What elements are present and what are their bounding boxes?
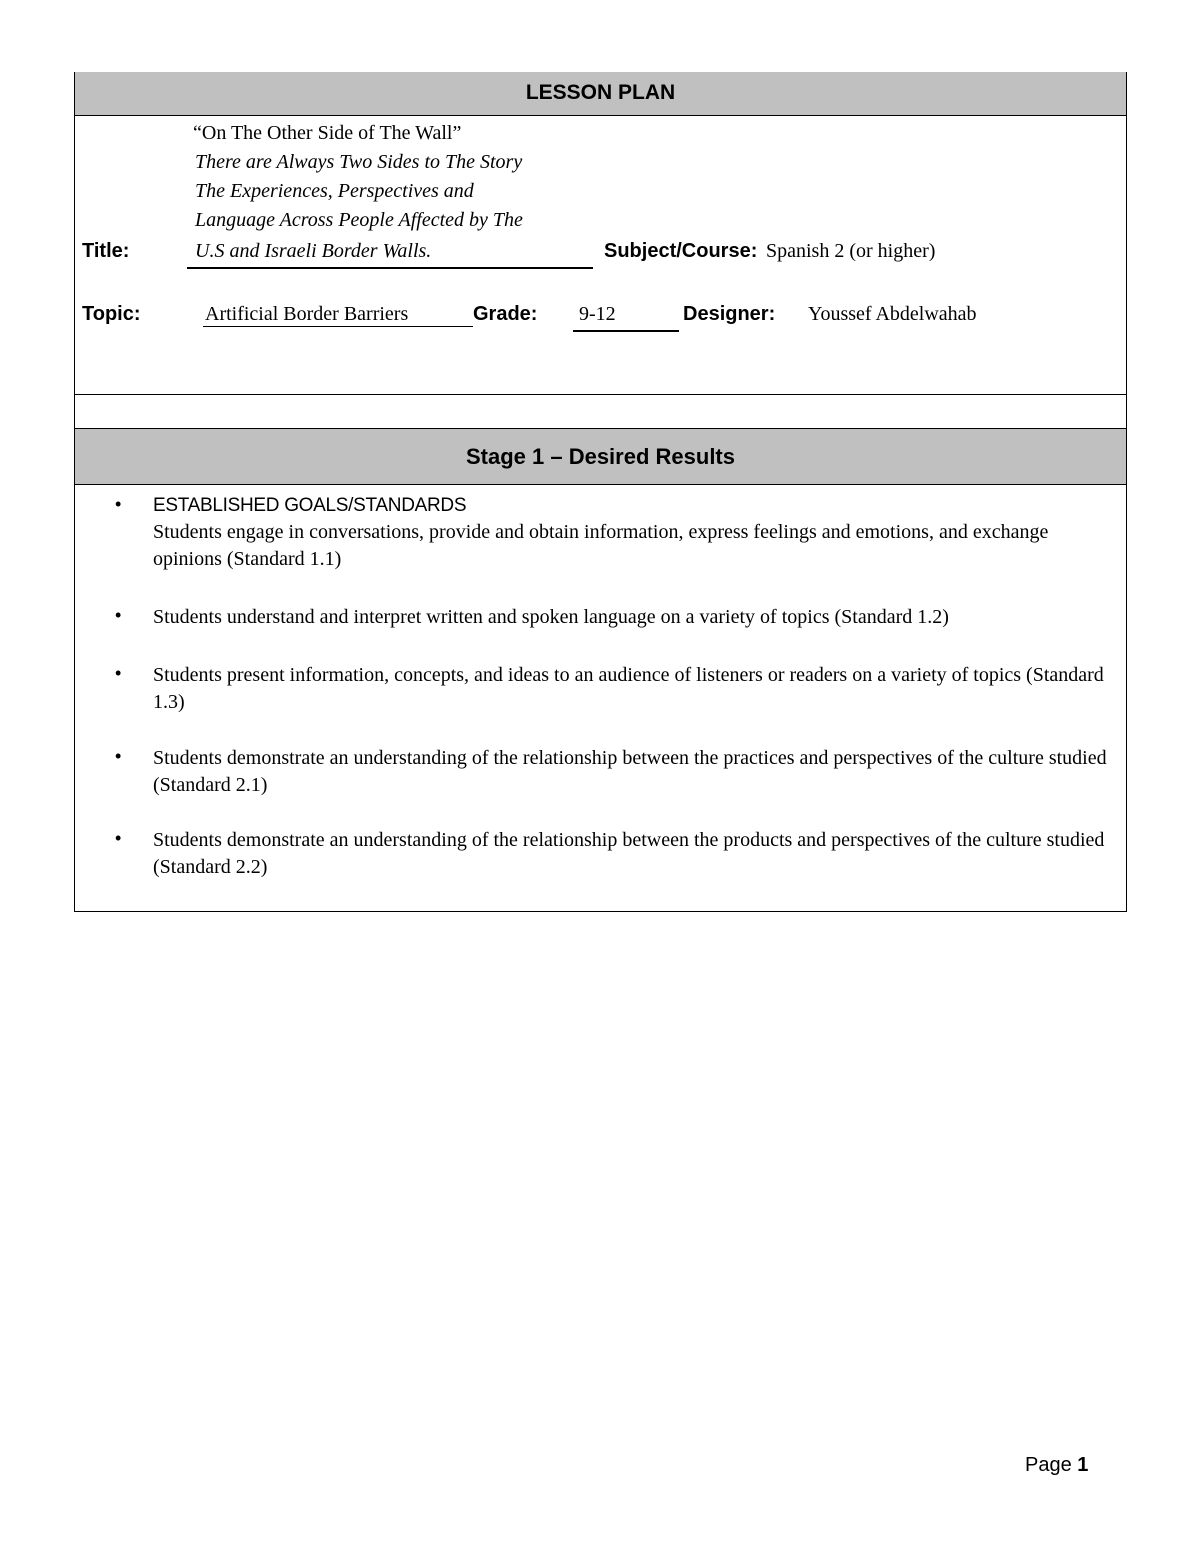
subject-label: Subject/Course: bbox=[604, 240, 758, 262]
grade-label: Grade: bbox=[473, 303, 538, 325]
goal-item-4: Students demonstrate an understanding of the relationship between the practices and perspectives of the culture studied (Standard 2.1) bbox=[153, 747, 1107, 796]
title-line-4: Language Across People Affected by The bbox=[195, 209, 523, 231]
topic-label: Topic: bbox=[82, 303, 141, 325]
bullet-4: • bbox=[115, 746, 122, 766]
goal-item-5: Students demonstrate an understanding of the relationship between the products and perspectives of the culture studied (Standard 2.2) bbox=[153, 829, 1105, 878]
goal-item-3: Students present information, concepts, and ideas to an audience of listeners or readers on a variety of topics (Standard 1.3) bbox=[153, 664, 1104, 713]
goal-item-1 bbox=[153, 492, 1115, 573]
bullet-5: • bbox=[115, 828, 122, 848]
stage1-heading: Stage 1 – Desired Results bbox=[75, 428, 1126, 485]
grade-value: 9-12 bbox=[579, 303, 616, 325]
title-underline bbox=[187, 267, 593, 269]
empty-row-divider bbox=[75, 394, 1126, 395]
page-number-value: 1 bbox=[1077, 1454, 1089, 1476]
subject-value: Spanish 2 (or higher) bbox=[766, 240, 936, 262]
designer-label: Designer: bbox=[683, 303, 776, 325]
designer-value: Youssef Abdelwahab bbox=[808, 303, 977, 325]
bullet-3: • bbox=[115, 663, 122, 683]
bullet-2: • bbox=[115, 605, 122, 625]
title-line-1: “On The Other Side of The Wall” bbox=[193, 122, 462, 144]
page-number bbox=[1025, 1454, 1088, 1477]
title-label: Title: bbox=[82, 240, 130, 262]
topic-value: Artificial Border Barriers bbox=[205, 303, 409, 325]
topic-underline bbox=[203, 326, 473, 327]
lesson-plan-header: LESSON PLAN bbox=[75, 72, 1126, 116]
goal-text-1: Students engage in conversations, provide and obtain information, express feelings and emotions, and exchange opinions (Standard 1.1) bbox=[153, 521, 1049, 570]
page-label: Page bbox=[1025, 1454, 1072, 1476]
goal-item-2: Students understand and interpret written and spoken language on a variety of topics (Standard 1.2) bbox=[153, 606, 949, 628]
title-line-2: There are Always Two Sides to The Story bbox=[195, 151, 523, 173]
title-line-5: U.S and Israeli Border Walls. bbox=[195, 240, 432, 262]
bullet-1: • bbox=[115, 494, 122, 514]
grade-underline bbox=[573, 330, 679, 332]
title-line-3: The Experiences, Perspectives and bbox=[195, 180, 474, 202]
lesson-plan-table bbox=[74, 72, 1127, 912]
goals-heading: ESTABLISHED GOALS/STANDARDS bbox=[153, 495, 467, 516]
